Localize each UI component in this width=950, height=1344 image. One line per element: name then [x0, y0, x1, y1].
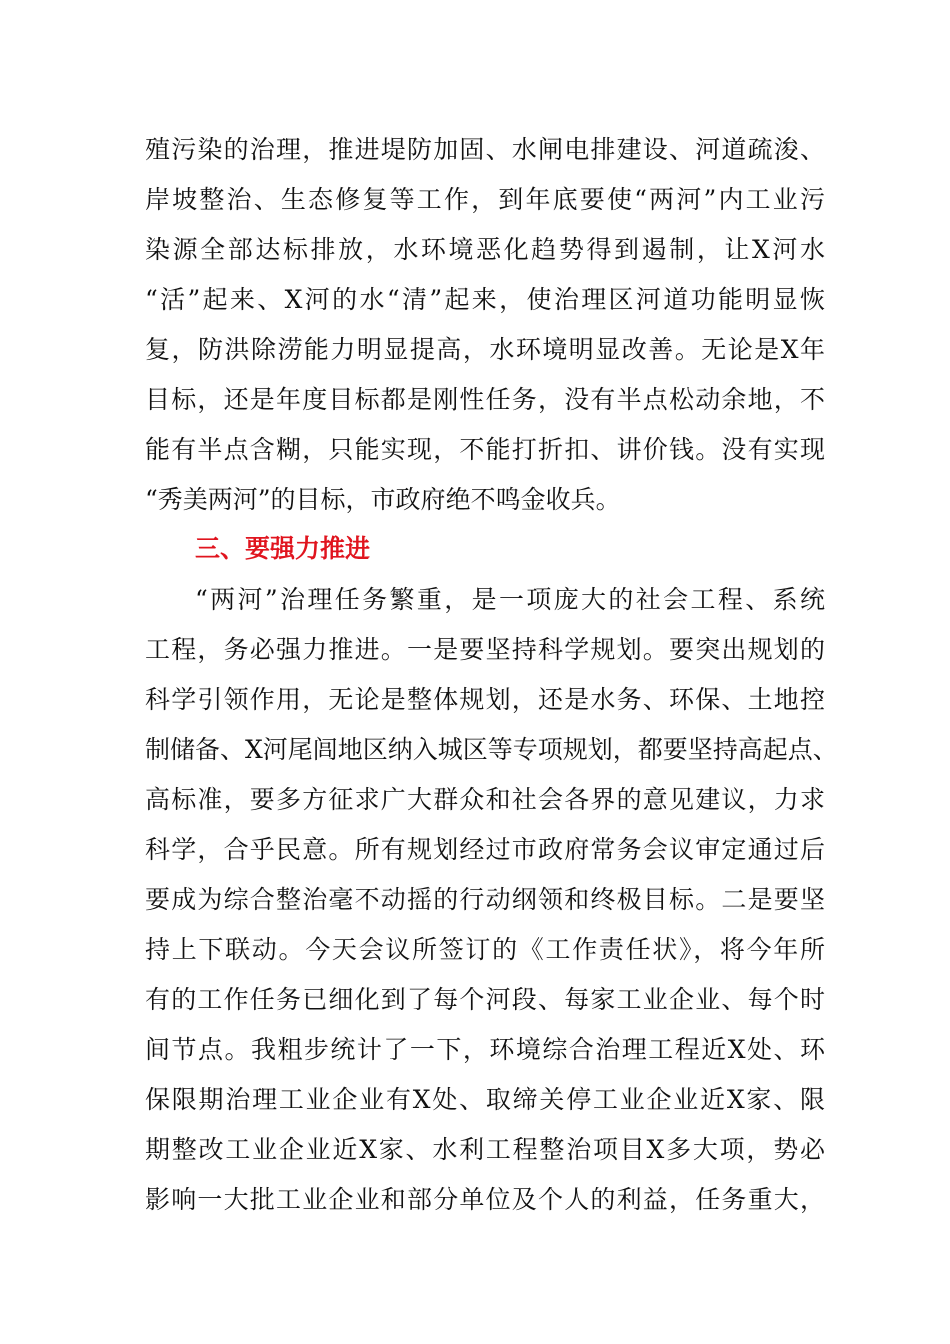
text-line: 要成为综合整治毫不动摇的行动纲领和终极目标。二是要坚 [145, 885, 825, 914]
text-line: 染源全部达标排放，水环境恶化趋势得到遏制，让X河水 [145, 235, 825, 264]
text-line: 持上下联动。今天会议所签订的《工作责任状》，将今年所 [145, 935, 825, 964]
text-line: 影响一大批工业企业和部分单位及个人的利益，任务重大， [145, 1185, 825, 1214]
text-line: 目标，还是年度目标都是刚性任务，没有半点松动余地，不 [145, 385, 825, 414]
text-line: 高标准，要多方征求广大群众和社会各界的意见建议，力求 [145, 785, 825, 814]
text-line: 复，防洪除涝能力明显提高，水环境明显改善。无论是X年 [145, 335, 825, 364]
text-line: 期整改工业企业近X家、水利工程整治项目X多大项，势必 [145, 1135, 825, 1164]
text-line: 岸坡整治、生态修复等工作，到年底要使“两河”内工业污 [145, 185, 825, 214]
text-line: 制储备、X河尾闾地区纳入城区等专项规划，都要坚持高起点、 [145, 735, 838, 764]
text-line: 殖污染的治理，推进堤防加固、水闸电排建设、河道疏浚、 [145, 135, 825, 164]
text-line: 有的工作任务已细化到了每个河段、每家工业企业、每个时 [145, 985, 825, 1014]
text-line: “秀美两河”的目标，市政府绝不鸣金收兵。 [145, 485, 621, 514]
text-line: 保限期治理工业企业有X处、取缔关停工业企业近X家、限 [145, 1085, 825, 1114]
section-heading: 三、要强力推进 [195, 534, 371, 563]
text-line: “活”起来、X河的水“清”起来，使治理区河道功能明显恢 [145, 285, 825, 314]
text-line: “两河”治理任务繁重，是一项庞大的社会工程、系统 [195, 585, 825, 614]
text-line: 能有半点含糊，只能实现，不能打折扣、讲价钱。没有实现 [145, 435, 825, 464]
text-line: 科学，合乎民意。所有规划经过市政府常务会议审定通过后 [145, 835, 825, 864]
text-line: 科学引领作用，无论是整体规划，还是水务、环保、土地控 [145, 685, 825, 714]
text-line: 工程，务必强力推进。一是要坚持科学规划。要突出规划的 [145, 635, 825, 664]
text-line: 间节点。我粗步统计了一下，环境综合治理工程近X处、环 [145, 1035, 825, 1064]
